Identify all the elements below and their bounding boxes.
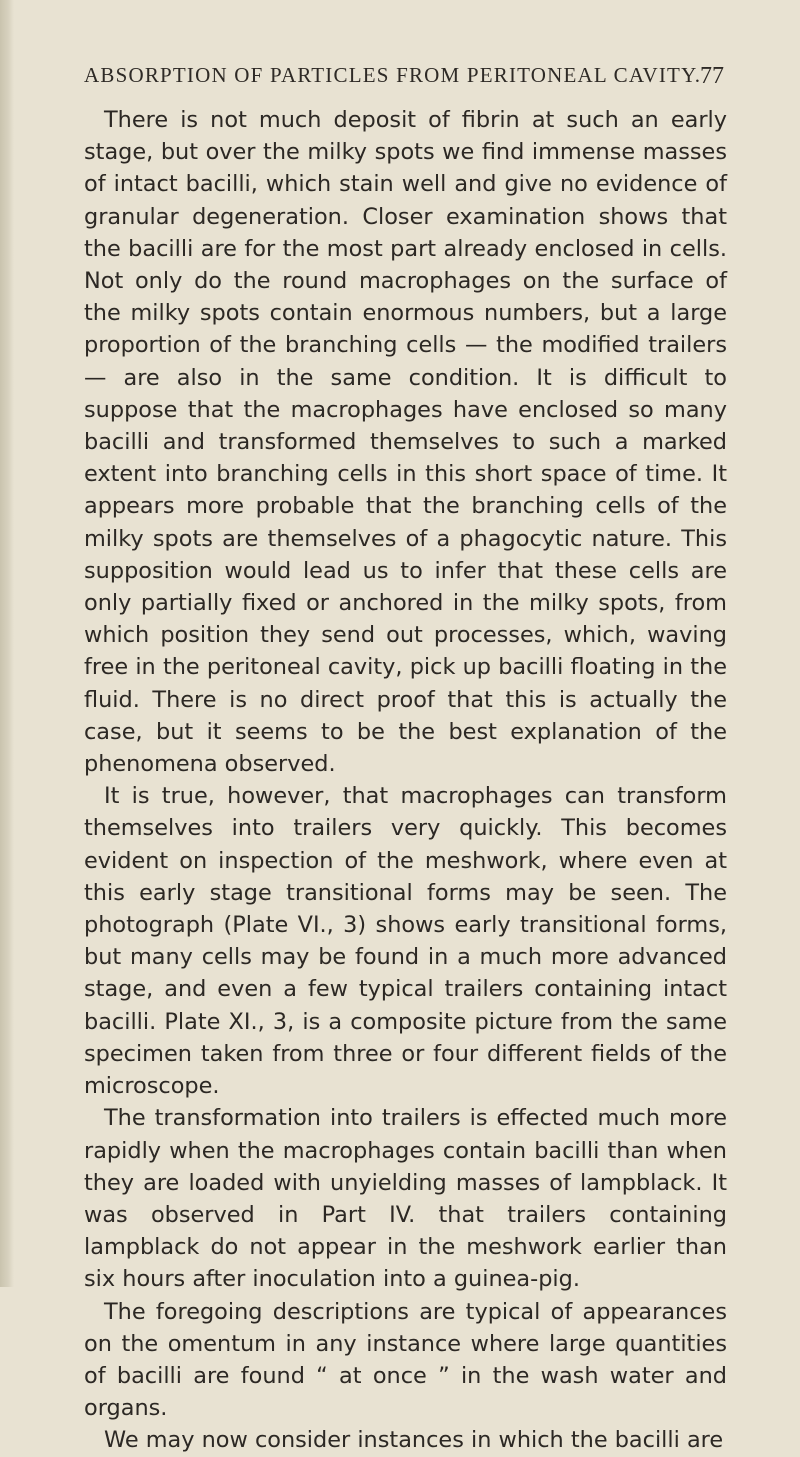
paragraph: The foregoing descriptions are typical of appearances on the omentum in any instance where large quantities of bacilli are found “ at once ” in the wash water and organs.	[84, 1298, 727, 1422]
page-number: 77	[700, 63, 724, 89]
page-edge-shadow	[0, 0, 14, 1287]
paragraph: There is not much deposit of fibrin at such an early stage, but over the milky spots we find immense masses of intact bacilli, which stain well and give no evidence of granular degeneration. Closer examination shows that the bacilli are for the most part already enclosed in cells. Not only do the round macrophages on the surface of the milky spots contain enormous numbers, but a large proportion of the branching cells — the modified trailers — are also in the same condition. It is difficult to suppose that the macrophages have enclosed so many bacilli and transformed themselves to such a marked extent into branching cells in this short space of time. It appears more probable that the branching cells of the milky spots are themselves of a phagocytic nature. This supposition would lead us to infer that these cells are only partially fixed or anchored in the milky spots, from which position they send out processes, which, waving free in the peritoneal cavity, pick up bacilli floating in the fluid. There is no direct proof that this is actually the case, but it seems to be the best explanation of the phenomena observed.	[84, 107, 727, 778]
body-text	[84, 104, 727, 1457]
paragraph: The transformation into trailers is effected much more rapidly when the macrophages contain bacilli than when they are loaded with unyielding masses of lampblack. It was observed in Part IV. that trailers containing lampblack do not appear in the meshwork earlier than six hours after inoculation into a guinea-pig.	[84, 1105, 727, 1293]
paragraph: We may now consider instances in which the bacilli are	[104, 1427, 724, 1454]
paragraph: It is true, however, that macrophages can transform themselves into trailers very quickly. This becomes evident on inspection of the meshwork, where even at this early stage transitional forms may be seen. The photograph (Plate VI., 3) shows early transitional forms, but many cells may be found in a much more advanced stage, and even a few typical trailers containing intact bacilli. Plate XI., 3, is a composite picture from the same specimen taken from three or four different fields of the microscope.	[84, 783, 727, 1100]
running-title: ABSORPTION OF PARTICLES FROM PERITONEAL CAVITY.	[84, 63, 702, 87]
running-head	[84, 63, 724, 99]
